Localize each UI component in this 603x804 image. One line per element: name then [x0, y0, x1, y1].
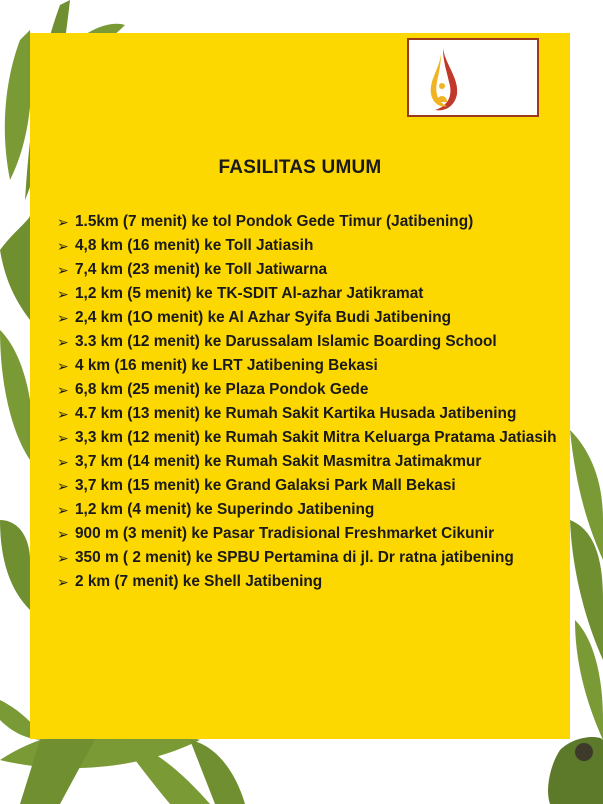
arrowhead-bullet-icon: ➢	[57, 238, 69, 254]
facility-text: 3,7 km (14 menit) ke Rumah Sakit Masmitra Jatimakmur	[75, 453, 482, 470]
list-item	[57, 474, 557, 498]
facility-text: 1,2 km (5 menit) ke TK-SDIT Al-azhar Jatikramat	[75, 285, 424, 302]
arrowhead-bullet-icon: ➢	[57, 454, 69, 470]
flame-drop-icon	[423, 44, 463, 114]
list-item	[57, 330, 557, 354]
arrowhead-bullet-icon: ➢	[57, 574, 69, 590]
arrowhead-bullet-icon: ➢	[57, 214, 69, 230]
list-item	[57, 546, 557, 570]
arrowhead-bullet-icon: ➢	[57, 334, 69, 350]
arrowhead-bullet-icon: ➢	[57, 310, 69, 326]
list-item	[57, 450, 557, 474]
facility-list	[57, 210, 557, 594]
arrowhead-bullet-icon: ➢	[57, 526, 69, 542]
list-item	[57, 402, 557, 426]
facility-text: 1.5km (7 menit) ke tol Pondok Gede Timur (Jatibening)	[75, 213, 474, 230]
arrowhead-bullet-icon: ➢	[57, 550, 69, 566]
page-title: FASILITAS UMUM	[218, 157, 382, 178]
facility-text: 2 km (7 menit) ke Shell Jatibening	[75, 573, 323, 590]
list-item	[57, 306, 557, 330]
arrowhead-bullet-icon: ➢	[57, 262, 69, 278]
facility-text: 3,7 km (15 menit) ke Grand Galaksi Park Mall Bekasi	[75, 477, 456, 494]
facility-text: 7,4 km (23 menit) ke Toll Jatiwarna	[75, 261, 328, 278]
list-item	[57, 570, 557, 594]
arrowhead-bullet-icon: ➢	[57, 406, 69, 422]
arrowhead-bullet-icon: ➢	[57, 478, 69, 494]
facility-text: 6,8 km (25 menit) ke Plaza Pondok Gede	[75, 381, 369, 398]
arrowhead-bullet-icon: ➢	[57, 430, 69, 446]
arrowhead-bullet-icon: ➢	[57, 382, 69, 398]
facility-text: 4,8 km (16 menit) ke Toll Jatiasih	[75, 237, 314, 254]
facility-text: 1,2 km (4 menit) ke Superindo Jatibening	[75, 501, 375, 518]
list-item	[57, 234, 557, 258]
arrowhead-bullet-icon: ➢	[57, 502, 69, 518]
facility-text: 900 m (3 menit) ke Pasar Tradisional Freshmarket Cikunir	[75, 525, 495, 542]
list-item	[57, 282, 557, 306]
list-item	[57, 426, 557, 450]
facility-text: 4.7 km (13 menit) ke Rumah Sakit Kartika Husada Jatibening	[75, 405, 517, 422]
list-item	[57, 258, 557, 282]
facility-text: 4 km (16 menit) ke LRT Jatibening Bekasi	[75, 357, 378, 374]
facility-text: 3,3 km (12 menit) ke Rumah Sakit Mitra Keluarga Pratama Jatiasih	[75, 429, 557, 446]
list-item	[57, 354, 557, 378]
logo	[407, 38, 539, 117]
list-item	[57, 378, 557, 402]
arrowhead-bullet-icon: ➢	[57, 358, 69, 374]
facility-text: 2,4 km (1O menit) ke Al Azhar Syifa Budi Jatibening	[75, 309, 452, 326]
list-item	[57, 210, 557, 234]
list-item	[57, 498, 557, 522]
facility-text: 3.3 km (12 menit) ke Darussalam Islamic Boarding School	[75, 333, 497, 350]
list-item	[57, 522, 557, 546]
arrowhead-bullet-icon: ➢	[57, 286, 69, 302]
facility-text: 350 m ( 2 menit) ke SPBU Pertamina di jl. Dr ratna jatibening	[75, 549, 514, 566]
